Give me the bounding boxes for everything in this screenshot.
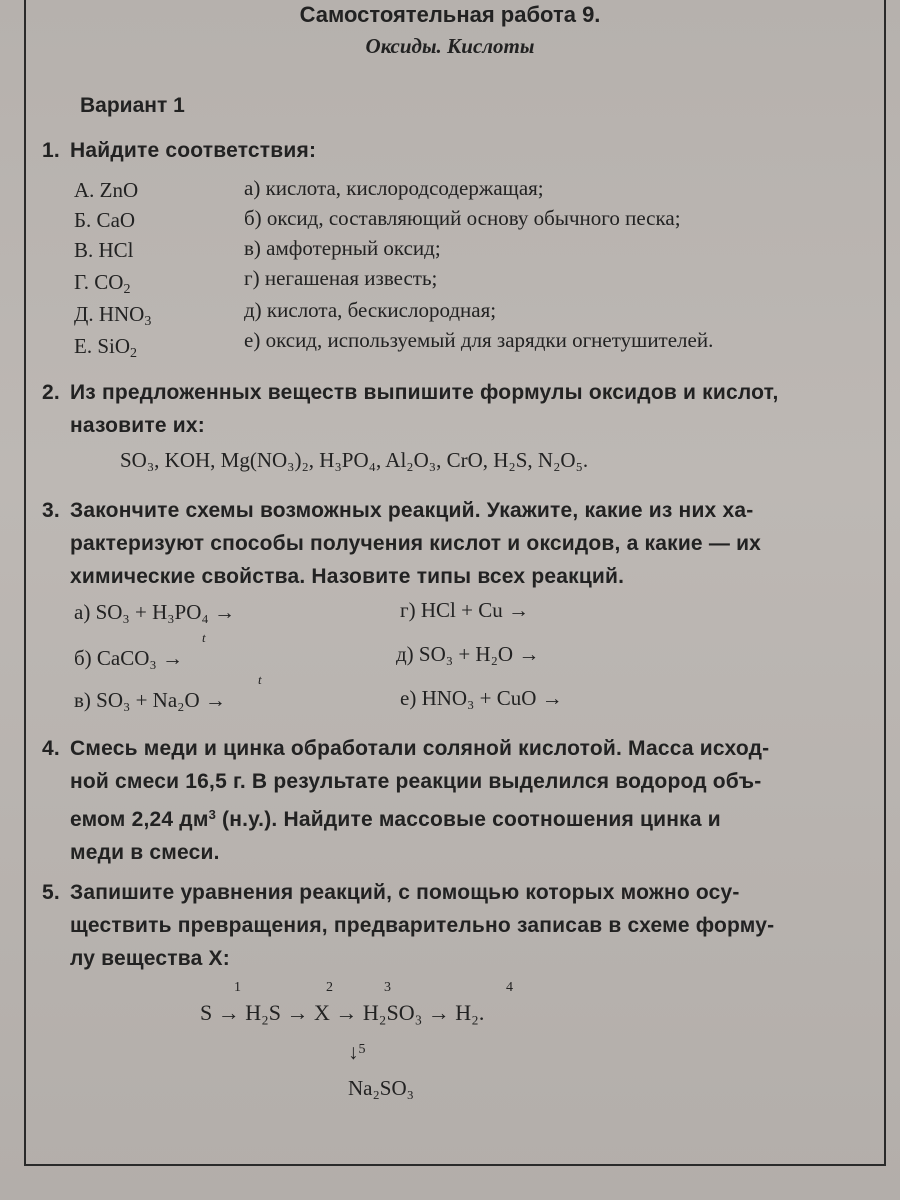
- match-left-item: Г. $CO_2$: [74, 270, 131, 297]
- transformation-chain: [200, 980, 513, 1026]
- chain-product: Na₂SO₃: [348, 1076, 414, 1100]
- page-subtitle: Оксиды. Кислоты: [365, 34, 535, 58]
- task-text-line: Смесь меди и цинка обработали соляной кислотой. Масса исход-: [70, 737, 770, 760]
- task-text-line: меди в смеси.: [70, 841, 220, 864]
- match-left-item: А. ZnO: [74, 178, 139, 202]
- task-text-line: химические свойства. Назовите типы всех реакций.: [70, 565, 625, 588]
- heat-mark: t: [258, 672, 262, 687]
- task-1-heading: [42, 134, 856, 167]
- match-right-item: г) негашеная известь;: [244, 266, 438, 290]
- task-text-line: Из предложенных веществ выпишите формулы оксидов и кислот,: [70, 381, 779, 404]
- match-right-item: в) амфотерный оксид;: [244, 236, 441, 260]
- task-text-line: ной смеси 16,5 г. В результате реакции выделился водород объ-: [70, 770, 762, 793]
- chain-formula: S → H₂S → X → H₂SO₃ → H₂.: [200, 1000, 485, 1025]
- reaction-e: е) HNO₃ + CuO →: [400, 686, 563, 710]
- reaction-g: г) HCl + Cu →: [400, 598, 529, 622]
- page-title: Самостоятельная работа 9.: [299, 2, 601, 27]
- reaction-a: а) SO₃ + H₃PO₄ →: [74, 600, 235, 624]
- reaction-c: в) SO₃ + Na₂O → t: [74, 672, 262, 712]
- reaction-d: д) SO₃ + H₂O →: [396, 642, 540, 666]
- reaction-b: б) CaCO₃ → t: [74, 630, 206, 670]
- match-right-item: е) оксид, используемый для зарядки огнетушителей.: [244, 328, 714, 352]
- match-right-item: д) кислота, бескислородная;: [244, 298, 497, 322]
- step-number: 3: [384, 980, 391, 995]
- step-number: 2: [326, 980, 333, 995]
- step-number: 5: [358, 1042, 366, 1057]
- task-5-heading: [42, 876, 856, 975]
- task-number: 1.: [42, 139, 60, 162]
- task-text-line: Запишите уравнения реакций, с помощью которых можно осу-: [70, 881, 740, 904]
- task-number: 4.: [42, 737, 60, 760]
- task-4-heading: [42, 732, 856, 869]
- match-right-item: б) оксид, составляющий основу обычного песка;: [244, 206, 681, 230]
- task-text-line: рактеризуют способы получения кислот и оксидов, а какие — их: [70, 532, 762, 555]
- task-number: 2.: [42, 381, 60, 404]
- task-text-line: назовите их:: [70, 414, 205, 437]
- substance-formulas: SO₃, KOH, Mg(NO₃)₂, H₃PO₄, Al₂O₃, CrO, H₂S, N₂O₅.: [120, 448, 589, 472]
- task-number: 5.: [42, 881, 60, 904]
- task-text-line: емом 2,24 $дм^3$ (н.у.). Найдите массовые соотношения цинка и: [70, 807, 721, 831]
- task-3-heading: [42, 494, 856, 593]
- down-arrow: ↓$^5$: [348, 1040, 366, 1064]
- variant-label: Вариант 1: [80, 94, 185, 117]
- task-text: Найдите соответствия:: [70, 139, 317, 162]
- match-left-item: Е. SiO$_2$: [74, 334, 138, 361]
- match-right-item: а) кислота, кислородсодержащая;: [244, 176, 544, 200]
- heat-mark: t: [202, 630, 206, 645]
- task-number: 3.: [42, 499, 60, 522]
- match-left-item: Д. $HNO_3$: [74, 302, 152, 329]
- task-2-heading: [42, 376, 856, 442]
- match-left-item: В. HCl: [74, 238, 134, 262]
- step-number: 4: [506, 980, 513, 995]
- task-text-line: Закончите схемы возможных реакций. Укажите, какие из них ха-: [70, 499, 754, 522]
- step-number: 1: [234, 980, 241, 995]
- task-text-line: ществить превращения, предварительно записав в схеме форму-: [70, 914, 775, 937]
- match-left-item: Б. CaO: [74, 208, 136, 232]
- task-text-line: лу вещества X:: [70, 947, 230, 970]
